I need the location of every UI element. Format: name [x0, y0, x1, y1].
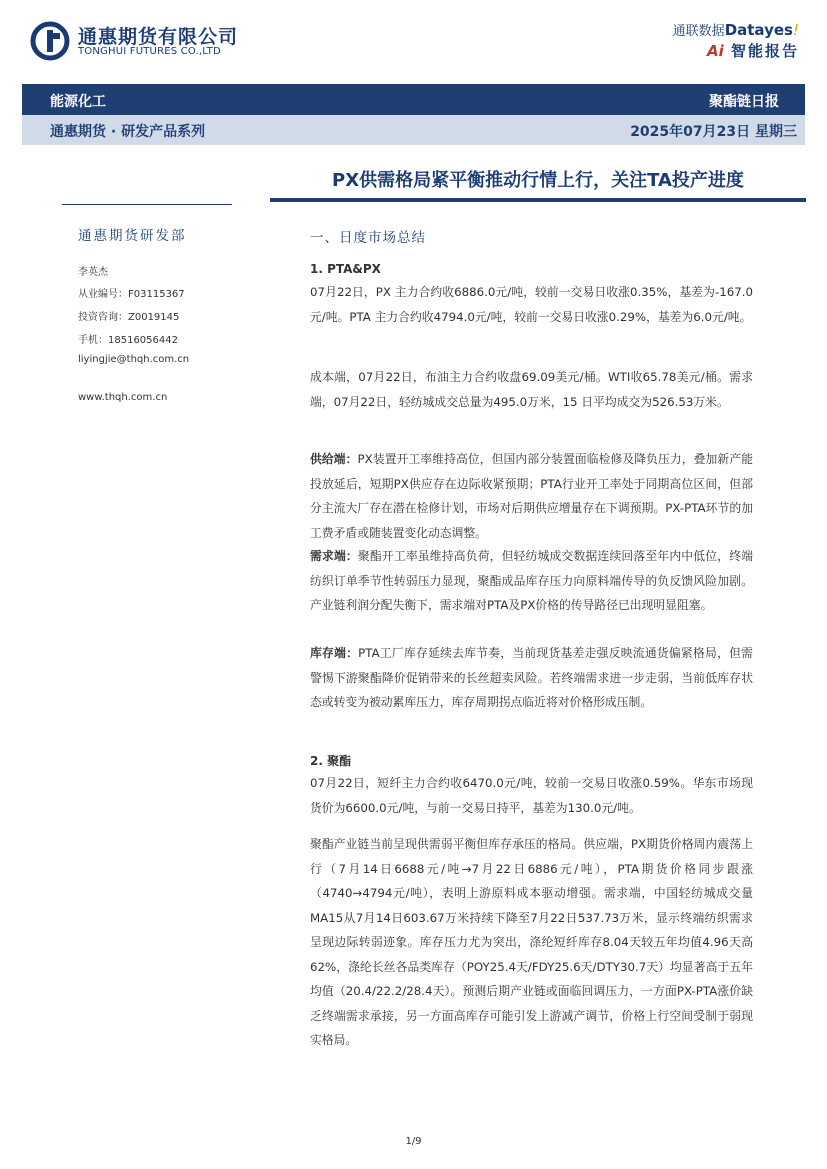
title-divider — [270, 198, 806, 202]
author-license: 从业编号：F03115367 — [78, 289, 185, 300]
paragraph-inventory — [310, 641, 753, 715]
company-name-en: TONGHUI FUTURES CO.,LTD — [78, 46, 221, 57]
demand-text: 聚酯开工率虽维持高负荷，但轻纺城成交数据连续回落至年内中低位，终端纺织订单季节性转弱压力显现，聚酯成品库存压力向原料端传导的负反馈风险加剧。产业链利润分配失衡下，需求端对PTA及PX价格的传导路径已出现明显阻塞。 — [310, 549, 753, 612]
company-logo-icon — [30, 21, 70, 61]
report-date: 2025年07月23日 星期三 — [630, 124, 797, 140]
ai-report-brand — [707, 40, 799, 61]
demand-label: 需求端： — [310, 549, 358, 563]
author-phone: 手机：18516056442 — [78, 335, 178, 346]
datayes-brand-mark: ! — [792, 21, 799, 39]
datayes-brand-cn: 通联数据 — [672, 24, 725, 39]
paragraph-pta-px-prices: 07月22日，PX 主力合约收6886.0元/吨，较前一交易日收涨0.35%，基差为-167.0元/吨。PTA 主力合约收4794.0元/吨，较前一交易日收涨0.29%，基差为6.0元/吨。 — [310, 285, 753, 324]
paragraph-staple-fiber-prices: 07月22日，短纤主力合约收6470.0元/吨，较前一交易日收涨0.59%。华东市场现货价为6600.0元/吨，与前一交易日持平，基差为130.0元/吨。 — [310, 776, 753, 815]
section-heading: 一、日度市场总结 — [310, 230, 426, 246]
inventory-text: PTA工厂库存延续去库节奏，当前现货基差走强反映流通货偏紧格局，但需警惕下游聚酯降价促销带来的长丝超卖风险。若终端需求进一步走弱，当前低库存状态或转变为被动累库压力，库存周期拐点临近将对价格形成压制。 — [310, 646, 753, 709]
page-title: PX供需格局紧平衡推动行情上行，关注TA投产进度 — [332, 170, 744, 191]
sector-band — [22, 84, 805, 115]
supply-label: 供给端： — [310, 452, 358, 466]
ai-logo-icon: Ai — [706, 42, 724, 60]
author-advisory: 投资咨询：Z0019145 — [78, 312, 180, 323]
company-name-cn: 通惠期货有限公司 — [78, 26, 239, 48]
subsection-pta-px: 1. PTA&PX — [310, 262, 381, 276]
series-label: 通惠期货 · 研发产品系列 — [50, 124, 206, 140]
supply-text: PX装置开工率维持高位，但国内部分装置面临检修及降负压力，叠加新产能投放延后，短期PX供应存在边际收紧预期；PTA行业开工率处于同期高位区间，但部分主流大厂存在潜在检修计划，市场对后期供应增量存在下调预期。PX-PTA环节的加工费矛盾或随装置变化动态调整。 — [310, 452, 753, 540]
sector-label: 能源化工 — [50, 94, 106, 110]
datayes-brand — [673, 20, 799, 39]
paragraph-supply — [310, 447, 753, 545]
report-type-label: 聚酯链日报 — [709, 94, 779, 110]
author-department: 通惠期货研发部 — [78, 228, 187, 244]
paragraph-cost-demand: 成本端，07月22日，布油主力合约收盘69.09美元/桶。WTI收65.78美元/桶。需求端，07月22日，轻纺城成交总量为495.0万米，15 日平均成交为526.53万米。 — [310, 370, 753, 409]
author-name: 李英杰 — [78, 267, 108, 278]
paragraph-demand — [310, 544, 753, 618]
page-number: 1/9 — [405, 1136, 422, 1147]
ai-report-label: 智能报告 — [730, 42, 799, 60]
company-website[interactable]: www.thqh.com.cn — [78, 392, 168, 403]
inventory-label: 库存端： — [310, 646, 359, 660]
datayes-brand-en: Datayes — [724, 21, 793, 39]
author-email[interactable]: liyingjie@thqh.com.cn — [78, 354, 190, 365]
sidebar-divider — [62, 204, 232, 205]
subsection-polyester: 2. 聚酯 — [310, 754, 352, 768]
paragraph-polyester-outlook: 聚酯产业链当前呈现供需弱平衡但库存承压的格局。供应端，PX期货价格周内震荡上行（7月14日6688元/吨→7月22日6886元/吨），PTA期货价格同步跟涨（4740→4794元/吨），表明上游原料成本驱动增强。需求端，中国轻纺城成交量MA15从7月14日603.67万米持续下降至7月22日537.73万米，显示终端纺织需求呈现边际转弱迹象。库存压力尤为突出，涤纶短纤库存8.04天较五年均值4.96天高62%，涤纶长丝各品类库存（POY25.4天/FDY25.6天/DTY30.7天）均显著高于五年均值（20.4/22.2/28.4天）。预测后期产业链或面临回调压力，一方面PX-PTA涨价缺乏终端需求承接，另一方面高库存可能引发上游减产调节，价格上行空间受制于弱现实格局。 — [310, 837, 753, 1047]
